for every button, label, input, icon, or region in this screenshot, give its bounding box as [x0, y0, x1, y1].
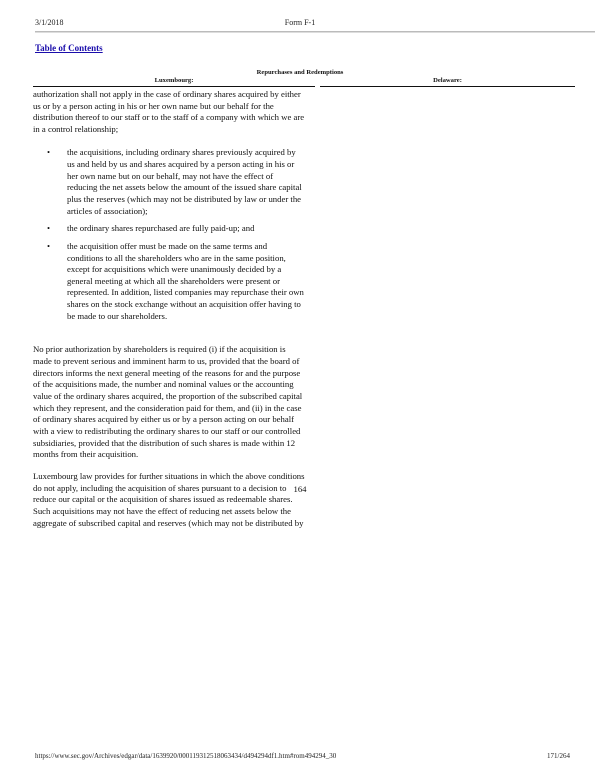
page-number: 164 — [293, 484, 307, 494]
text-line: us and held by us and shares acquired by a person acting in his or — [67, 158, 295, 169]
text-line: subsidiaries, provided that the distribution of such shares is made within 12 — [33, 437, 296, 448]
text-line: value of the ordinary shares acquired, the proportion of the subscribed capital — [33, 391, 303, 402]
text-line: authorization shall not apply in the case of ordinary shares acquired by either — [33, 89, 301, 99]
body-paragraph — [33, 344, 323, 461]
text-line: Such acquisitions may not have the effect of reducing net assets below the — [33, 505, 291, 516]
bullet-item — [33, 223, 323, 235]
header-divider — [35, 31, 595, 33]
text-line: plus the reserves (which may not be distributed by law or under the — [67, 193, 302, 204]
footer-page-count: 171/264 — [547, 752, 570, 760]
column-header-delaware: Delaware: — [433, 77, 462, 84]
text-line: aggregate of subscribed capital and reserves (which may not be distributed by — [33, 517, 304, 528]
text-line: her own name but on our behalf, may not have the effect of — [67, 170, 274, 181]
bullet-icon: • — [47, 147, 51, 158]
column-underline-delaware — [320, 86, 575, 87]
text-line: of ordinary shares acquired by either us or by a person acting on our behalf — [33, 414, 295, 425]
text-line: in a control relationship; — [33, 123, 119, 134]
text-line: the ordinary shares repurchased are fully paid-up; and — [67, 223, 255, 234]
text-line: be made to our shareholders. — [67, 310, 168, 321]
bullet-icon: • — [47, 223, 51, 234]
text-line: months from their acquisition. — [33, 449, 139, 460]
text-line: shares on the stock exchange without an acquisition offer having to — [67, 299, 301, 310]
intro-paragraph — [33, 89, 323, 136]
text-line: reduce our capital or the acquisition of shares issued as redeemable shares. — [33, 494, 293, 505]
section-title: Repurchases and Redemptions — [256, 69, 344, 76]
luxembourg-column-text — [33, 89, 323, 541]
text-line: which they represent, and the consideration paid for them, and (ii) in the case — [33, 402, 302, 413]
text-line: general meeting at which all the shareholders were present or — [67, 275, 280, 286]
text-line: the acquisition offer must be made on the same terms and — [67, 240, 268, 251]
text-line: us or by a person acting in his or her own name but our behalf for the — [33, 100, 274, 111]
bullet-icon: • — [47, 240, 51, 251]
footer-url: https://www.sec.gov/Archives/edgar/data/1639920/000119312518063434/d494294df1.htm#rom494294_30 — [35, 752, 337, 760]
text-line: with a view to redistributing the ordinary shares to our staff or our controlled — [33, 426, 301, 437]
text-line: made to prevent serious and imminent harm to us, provided that the board of — [33, 356, 300, 367]
text-line: of the acquisitions made, the number and nominal values or the accounting — [33, 379, 294, 390]
column-header-luxembourg: Luxembourg: — [154, 77, 194, 84]
bullet-item — [33, 241, 323, 323]
table-of-contents-link[interactable]: Table of Contents — [35, 43, 103, 53]
text-line: No prior authorization by shareholders is required (i) if the acquisition is — [33, 344, 286, 355]
bullet-item — [33, 147, 323, 217]
document-title: Form F-1 — [284, 18, 316, 27]
text-line: conditions to all the shareholders who are in the same position, — [67, 252, 286, 263]
text-line: articles of association); — [67, 205, 148, 216]
body-paragraph — [33, 471, 323, 529]
text-line: except for acquisitions which were unanimously decided by a — [67, 264, 282, 275]
column-underline-luxembourg — [33, 86, 315, 87]
text-line: reducing the net assets below the amount of the issued share capital — [67, 182, 302, 193]
text-line: Luxembourg law provides for further situations in which the above conditions — [33, 471, 305, 482]
body-paragraphs — [33, 344, 323, 529]
text-line: the acquisitions, including ordinary shares previously acquired by — [67, 147, 296, 158]
text-line: directors informs the next general meeting of the reasons for and the purpose — [33, 367, 301, 378]
text-line: distribution thereof to our staff or to the staff of a company with which we are — [33, 112, 305, 123]
text-line: do not apply, including the acquisition of shares pursuant to a decision to — [33, 482, 287, 493]
print-date: 3/1/2018 — [35, 18, 64, 27]
bullet-list — [33, 147, 323, 322]
text-line: represented. In addition, listed companies may repurchase their own — [67, 287, 304, 298]
